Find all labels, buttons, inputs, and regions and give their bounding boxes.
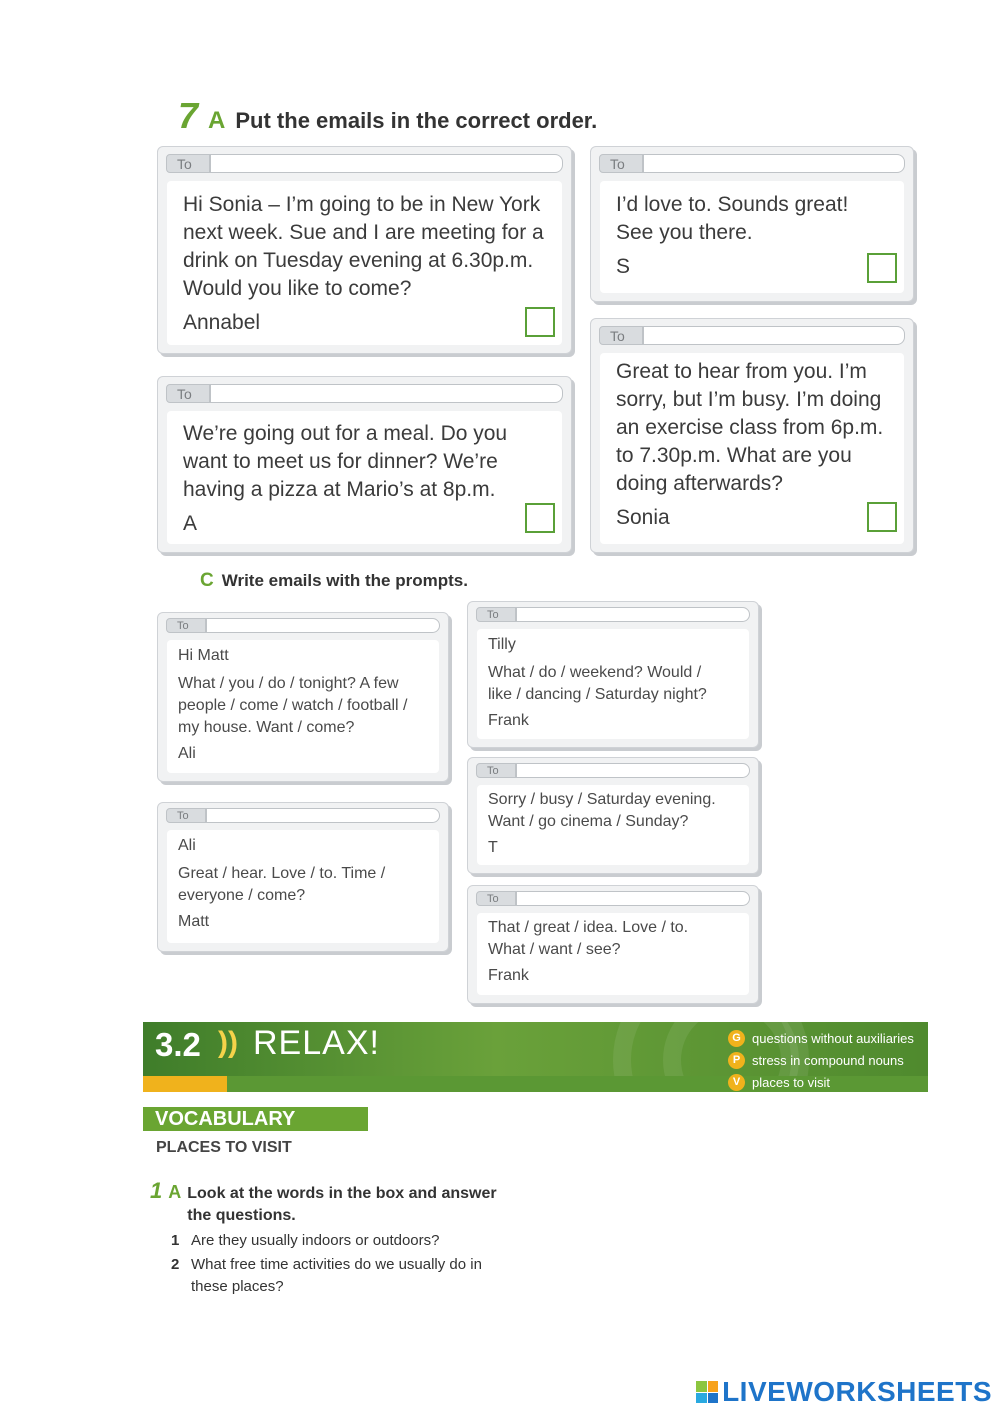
email-line: sorry, but I’m busy. I’m doing [616,388,882,411]
to-label: To [476,763,516,778]
to-field [206,618,440,633]
email-body [477,629,749,739]
tag-text: places to visit [752,1074,831,1090]
email-signature: Frank [488,967,529,984]
email-line: having a pizza at Mario’s at 8p.m. [183,478,496,501]
email-line: What / you / do / tonight? A few [178,675,399,692]
to-field [643,154,905,173]
vocabulary-badge-icon: V [728,1074,745,1091]
email-line: my house. Want / come? [178,719,355,736]
tag-vocabulary [728,1071,914,1092]
vocabulary-label: VOCABULARY [143,1107,368,1131]
to-label: To [166,384,210,403]
email-line: Would you like to come? [183,277,412,300]
exercise-1a-heading [150,1178,507,1227]
email-signature: Frank [488,712,529,729]
exercise-instruction: Put the emails in the correct order. [235,108,598,133]
email-line: Hi Sonia – I’m going to be in New York [183,193,541,216]
to-bar [599,154,905,173]
email-card-4 [590,318,914,553]
to-label: To [166,154,210,173]
prompt-email-3 [467,601,759,748]
question-list [171,1230,521,1300]
question-text: Are they usually indoors or outdoors? [191,1232,440,1249]
email-line: Want / go cinema / Sunday? [488,813,689,830]
to-field [210,154,563,173]
liveworksheets-logo [696,1376,992,1408]
email-signature: Matt [178,913,210,930]
email-line: everyone / come? [178,887,306,904]
question-text: What free time activities do we usually do in these places? [191,1256,482,1295]
unit-title: RELAX! [253,1024,380,1062]
email-line: That / great / idea. Love / to. [488,919,689,936]
to-label: To [599,154,643,173]
to-label: To [166,618,206,633]
to-label: To [599,326,643,345]
email-line: want to meet us for dinner? We’re [183,450,498,473]
to-label: To [166,808,206,823]
to-bar [599,326,905,345]
email-line: What / do / weekend? Would / [488,664,702,681]
question-number: 1 [171,1232,180,1249]
tag-text: stress in compound nouns [752,1052,904,1068]
email-line: Great / hear. Love / to. Time / [178,865,386,882]
exercise-instruction: Look at the words in the box and answer the questions. [187,1185,497,1224]
exercise-number: 1 [150,1178,163,1203]
email-greeting: Ali [178,837,196,854]
email-body [167,830,439,943]
unit-banner [143,1022,928,1092]
to-label: To [476,607,516,622]
unit-number: 3.2 [155,1026,201,1063]
tag-pronunciation [728,1049,914,1071]
to-field [516,891,750,906]
email-line: like / dancing / Saturday night? [488,686,707,703]
email-body [477,785,749,865]
prompt-email-5 [467,885,759,1004]
pronunciation-badge-icon: P [728,1052,745,1069]
email-signature: Annabel [183,311,261,334]
email-greeting: Tilly [488,636,516,653]
question-item [171,1230,521,1252]
email-line: See you there. [616,221,753,244]
email-line: to 7.30p.m. What are you [616,444,852,467]
email-line: drink on Tuesday evening at 6.30p.m. [183,249,534,272]
exercise-7-heading [178,95,598,136]
to-label: To [476,891,516,906]
logo-text: LIVEWORKSHEETS [722,1376,992,1407]
email-line: We’re going out for a meal. Do you [183,422,508,445]
exercise-letter: A [168,1182,182,1202]
email-line: Sorry / busy / Saturday evening. [488,791,716,808]
email-line: an exercise class from 6p.m. [616,416,884,439]
grammar-badge-icon: G [728,1030,745,1047]
to-bar [166,384,563,403]
to-field [643,326,905,345]
email-card-3 [157,376,572,553]
to-bar [476,763,750,778]
prompt-email-2 [157,802,449,952]
email-line: I’d love to. Sounds great! [616,193,849,216]
email-card-1 [157,146,572,354]
banner-yellow-strip [143,1076,227,1092]
email-signature: Sonia [616,506,670,529]
to-field [210,384,563,403]
to-bar [476,607,750,622]
email-greeting: Hi Matt [178,647,229,664]
order-checkbox-2[interactable] [867,253,897,283]
order-checkbox-1[interactable] [525,307,555,337]
tag-text: questions without auxiliaries [752,1030,914,1046]
question-item [171,1254,521,1298]
email-body [167,181,562,345]
to-bar [166,618,440,633]
email-signature: T [488,839,498,856]
email-line: next week. Sue and I are meeting for a [183,221,544,244]
exercise-c-heading [200,570,468,592]
to-field [516,607,750,622]
exercise-letter: A [208,107,226,134]
email-body [477,913,749,995]
email-signature: S [616,255,631,278]
email-card-2 [590,146,914,302]
email-body [600,353,904,544]
email-line: Great to hear from you. I’m [616,360,867,383]
exercise-instruction: Write emails with the prompts. [221,571,468,590]
exercise-number: 7 [178,95,199,136]
email-body [167,640,439,773]
question-number: 2 [171,1256,180,1273]
to-bar [166,154,563,173]
order-checkbox-4[interactable] [867,502,897,532]
email-body [600,181,904,293]
email-line: people / come / watch / football / [178,697,408,714]
exercise-letter: C [200,570,214,591]
to-bar [166,808,440,823]
to-bar [476,891,750,906]
prompt-email-1 [157,612,449,782]
tag-grammar [728,1027,914,1049]
email-signature: A [183,512,198,535]
vocabulary-subheading: PLACES TO VISIT [156,1139,292,1156]
order-checkbox-3[interactable] [525,503,555,533]
email-body [167,411,562,544]
email-signature: Ali [178,745,196,762]
to-field [516,763,750,778]
sound-icon: )) [218,1026,238,1059]
unit-focus-tags [728,1027,914,1092]
prompt-email-4 [467,757,759,874]
logo-icon [696,1381,718,1403]
email-line: doing afterwards? [616,472,783,495]
email-line: What / want / see? [488,941,621,958]
to-field [206,808,440,823]
